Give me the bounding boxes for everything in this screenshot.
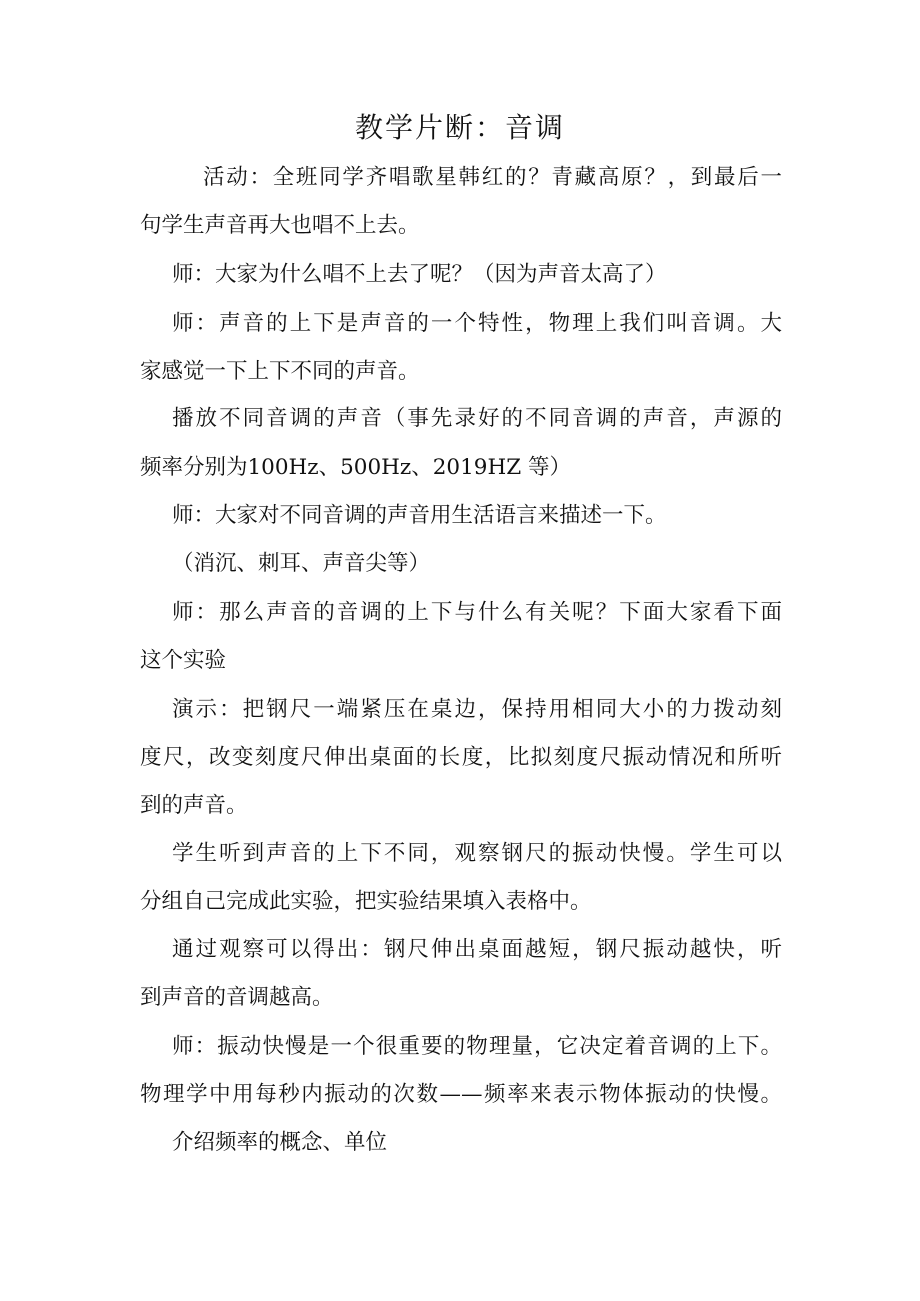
paragraph-line: 分组自己完成此实验，把实验结果填入表格中。 — [140, 889, 592, 914]
paragraph-line: 师：大家为什么唱不上去了呢？（因为声音太高了） — [172, 262, 667, 287]
paragraph-line: 师：振动快慢是一个很重要的物理量，它决定着音调的上下。 — [172, 1034, 782, 1059]
document-title: 教学片断：音调 — [354, 111, 565, 144]
paragraph-line: 句学生声音再大也唱不上去。 — [140, 213, 420, 238]
paragraph-line: 播放不同音调的声音（事先录好的不同音调的声音，声源的 — [172, 406, 782, 431]
paragraph-line: 演示：把钢尺一端紧压在桌边，保持用相同大小的力拨动刻 — [172, 697, 782, 722]
paragraph-line: 师：声音的上下是声音的一个特性，物理上我们叫音调。大 — [172, 311, 782, 336]
paragraph-line: 度尺，改变刻度尺伸出桌面的长度，比拟刻度尺振动情况和所听 — [140, 745, 782, 770]
paragraph-line: 通过观察可以得出：钢尺伸出桌面越短，钢尺振动越快，听 — [172, 937, 782, 962]
paragraph-line: 物理学中用每秒内振动的次数——频率来表示物体振动的快慢。 — [140, 1082, 782, 1107]
paragraph-line: 这个实验 — [140, 648, 227, 673]
paragraph-line: 到的声音。 — [140, 793, 248, 818]
paragraph-line: 介绍频率的概念、单位 — [172, 1130, 388, 1155]
paragraph-line: 频率分别为100Hz、500Hz、2019HZ 等） — [140, 455, 571, 480]
paragraph-line: 到声音的音调越高。 — [140, 985, 334, 1010]
paragraph-line: 家感觉一下上下不同的声音。 — [140, 359, 420, 384]
paragraph-line: 师：那么声音的音调的上下与什么有关呢？下面大家看下面 — [172, 600, 782, 625]
paragraph-line: 师：大家对不同音调的声音用生活语言来描述一下。 — [172, 503, 667, 528]
paragraph-line: （消沉、刺耳、声音尖等） — [172, 551, 431, 576]
paragraph-line: 活动：全班同学齐唱歌星韩红的？青藏高原？，到最后一 — [203, 165, 782, 190]
paragraph-line: 学生听到声音的上下不同，观察钢尺的振动快慢。学生可以 — [172, 841, 782, 866]
